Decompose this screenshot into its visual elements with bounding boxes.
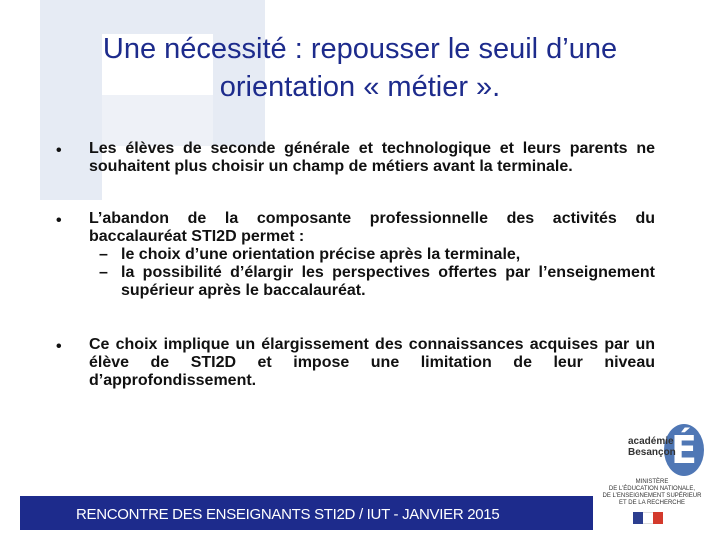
ministry-line-1: MINISTÈRE <box>635 479 669 485</box>
sub-dash: – <box>99 264 108 281</box>
french-flag-icon <box>633 512 663 524</box>
academie-line-2: Besançon <box>628 447 676 458</box>
slide-title <box>20 30 700 106</box>
sub-item-text-2: la possibilité d’élargir les perspectives offertes par l’enseignement supérieur après le baccalauréat. <box>121 264 655 299</box>
academie-line-1: académie <box>628 436 674 447</box>
title-line-2: orientation « métier ». <box>219 71 501 103</box>
sub-dash: – <box>99 246 108 263</box>
ministry-line-2: DE L’ÉDUCATION NATIONALE, <box>608 486 696 492</box>
bullet-text-1: Les élèves de seconde générale et technologique et leurs parents ne souhaitent plus choisir un champ de métiers avant la terminale. <box>89 140 655 175</box>
title-line-1: Une nécessité : repousser le seuil d’une <box>102 33 618 65</box>
sub-item-1 <box>89 246 655 264</box>
footer-text: RENCONTRE DES ENSEIGNANTS STI2D / IUT - JANVIER 2015 <box>76 506 500 523</box>
academie-logo-icon: É <box>664 424 704 476</box>
sub-item-text-1: le choix d’une orientation précise après la terminale, <box>121 246 521 263</box>
academie-logo-text <box>628 436 676 458</box>
ministry-line-3: DE L’ENSEIGNEMENT SUPÉRIEUR <box>602 493 702 499</box>
bullet-text-2: L’abandon de la composante professionnelle des activités du baccalauréat STI2D permet : <box>89 210 655 245</box>
bullet-item-2 <box>89 210 655 300</box>
sub-item-2 <box>89 264 655 300</box>
bullet-marker: • <box>56 142 62 159</box>
bullet-marker: • <box>56 212 62 229</box>
ministry-line-4: ET DE LA RECHERCHE <box>619 500 685 506</box>
bullet-text-3: Ce choix implique un élargissement des connaissances acquises par un élève de STI2D et impose une limitation de leur niveau d’approfondissement. <box>89 336 655 389</box>
bullet-marker: • <box>56 338 62 355</box>
ministry-label <box>598 479 706 507</box>
